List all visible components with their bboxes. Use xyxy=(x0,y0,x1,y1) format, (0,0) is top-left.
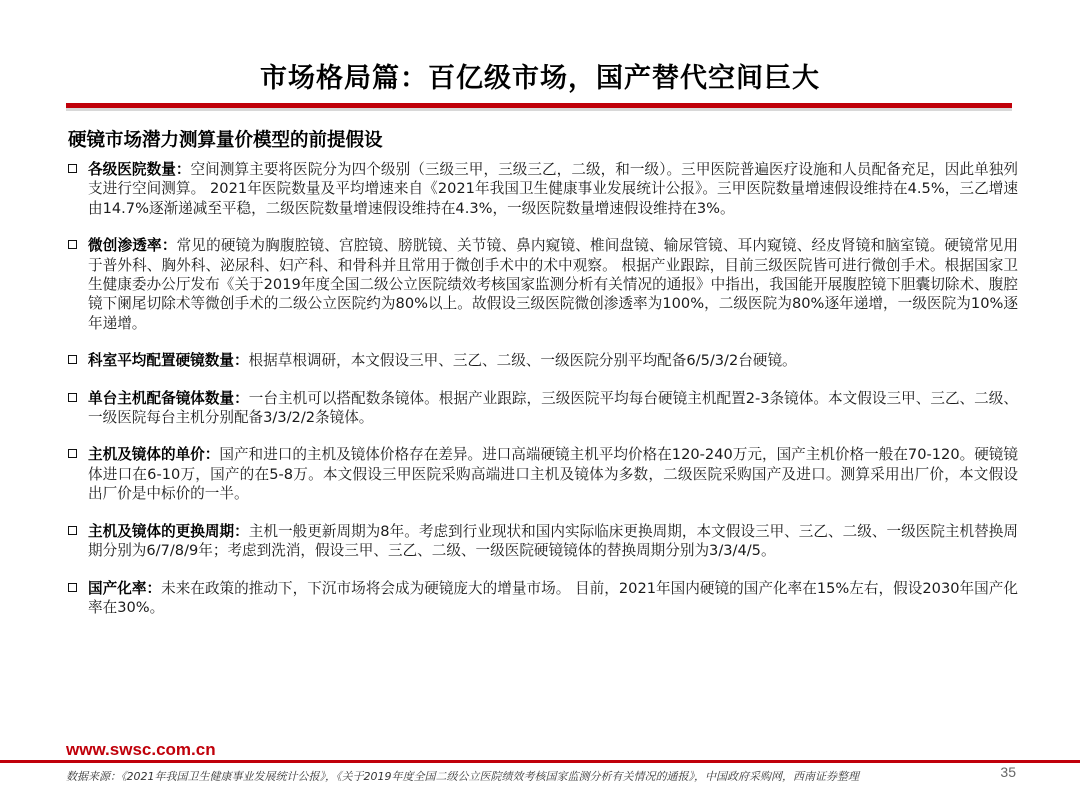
item-text: 国产和进口的主机及镜体价格存在差异。进口高端硬镜主机平均价格在120-240万元，国产主机价格一般在70-120。硬镜镜体进口在6-10万，国产的在5-8万。本文假设三甲医院采购高端进口主机及镜体为多数，二级医院采购国产及进口。测算采用出厂价，本文假设出厂价是中标价的一半。 xyxy=(88,446,1018,503)
item-label: 各级医院数量： xyxy=(88,161,191,178)
item-text: 常见的硬镜为胸腹腔镜、宫腔镜、膀胱镜、关节镜、鼻内窥镜、椎间盘镜、输尿管镜、耳内窥镜、经皮肾镜和脑室镜。硬镜常见用于普外科、胸外科、泌尿科、妇产科、和骨科并且常用于微创手术中的术中观察。 根据产业跟踪，目前三级医院皆可进行微创手术。根据国家卫生健康委办公厅发布《关于2019年度全国二级公立医院绩效考核国家监测分析有关情况的通报》中指出，我国能开展腹腔镜下胆囊切除术、腹腔镜下阑尾切除术等微创手术的二级公立医院约为80%以上。故假设三级医院微创渗透率为100%，二级医院为80%逐年递增，一级医院为10%逐年递增。 xyxy=(88,237,1018,332)
checkbox-bullet-icon xyxy=(68,526,77,535)
assumption-list xyxy=(68,160,1018,635)
source-note: 数据来源：《2021年我国卫生健康事业发展统计公报》，《关于2019年度全国二级公立医院绩效考核国家监测分析有关情况的通报》，中国政府采购网，西南证券整理 xyxy=(66,770,859,783)
list-item xyxy=(68,579,1018,618)
section-title: 硬镜市场潜力测算量价模型的前提假设 xyxy=(68,130,383,151)
item-label: 微创渗透率： xyxy=(88,237,177,255)
page-number: 35 xyxy=(1000,764,1016,780)
checkbox-bullet-icon xyxy=(68,164,77,173)
item-text: 未来在政策的推动下，下沉市场将会成为硬镜庞大的增量市场。 目前，2021年国内硬镜的国产化率在15%左右，假设2030年国产化率在30%。 xyxy=(88,579,1018,616)
item-label: 科室平均配置硬镜数量： xyxy=(88,352,249,370)
item-label: 主机及镜体的更换周期： xyxy=(88,522,249,540)
list-item xyxy=(68,236,1018,333)
list-item xyxy=(68,445,1018,503)
item-text: 根据草根调研，本文假设三甲、三乙、二级、一级医院分别平均配备6/5/3/2台硬镜。 xyxy=(248,352,797,370)
website-link[interactable]: www.swsc.com.cn xyxy=(66,740,216,759)
checkbox-bullet-icon xyxy=(68,449,77,458)
page-title: 市场格局篇：百亿级市场，国产替代空间巨大 xyxy=(260,63,820,94)
list-item xyxy=(68,389,1018,428)
item-text: 主机一般更新周期为8年。考虑到行业现状和国内实际临床更换周期，本文假设三甲、三乙、二级、一级医院主机替换周期分别为6/7/8/9年；考虑到洗消，假设三甲、三乙、二级、一级医院硬镜镜体的替换周期分别为3/3/4/5。 xyxy=(88,522,1018,560)
list-item xyxy=(68,522,1018,561)
checkbox-bullet-icon xyxy=(68,355,77,364)
item-text: 空间测算主要将医院分为四个级别（三级三甲，三级三乙，二级，和一级）。三甲医院普遍医疗设施和人员配备充足，因此单独列支进行空间测算。 2021年医院数量及平均增速来自《2021年我国卫生健康事业发展统计公报》。三甲医院数量增速假设维持在4.5%，三乙增速由14.7%逐渐递减至平稳，二级医院数量增速假设维持在4.3%，一级医院数量增速假设维持在3%。 xyxy=(88,161,1018,217)
checkbox-bullet-icon xyxy=(68,393,77,402)
list-item xyxy=(68,160,1018,218)
item-label: 主机及镜体的单价： xyxy=(88,446,220,464)
item-label: 单台主机配备镜体数量： xyxy=(88,389,249,407)
title-divider xyxy=(66,103,1012,111)
item-label: 国产化率： xyxy=(88,579,162,597)
list-item xyxy=(68,351,1018,370)
checkbox-bullet-icon xyxy=(68,240,77,249)
footer-divider xyxy=(0,760,1080,763)
checkbox-bullet-icon xyxy=(68,583,77,592)
item-text: 一台主机可以搭配数条镜体。根据产业跟踪，三级医院平均每台硬镜主机配置2-3条镜体。本文假设三甲、三乙、二级、一级医院每台主机分别配备3/3/2/2条镜体。 xyxy=(88,389,1018,427)
